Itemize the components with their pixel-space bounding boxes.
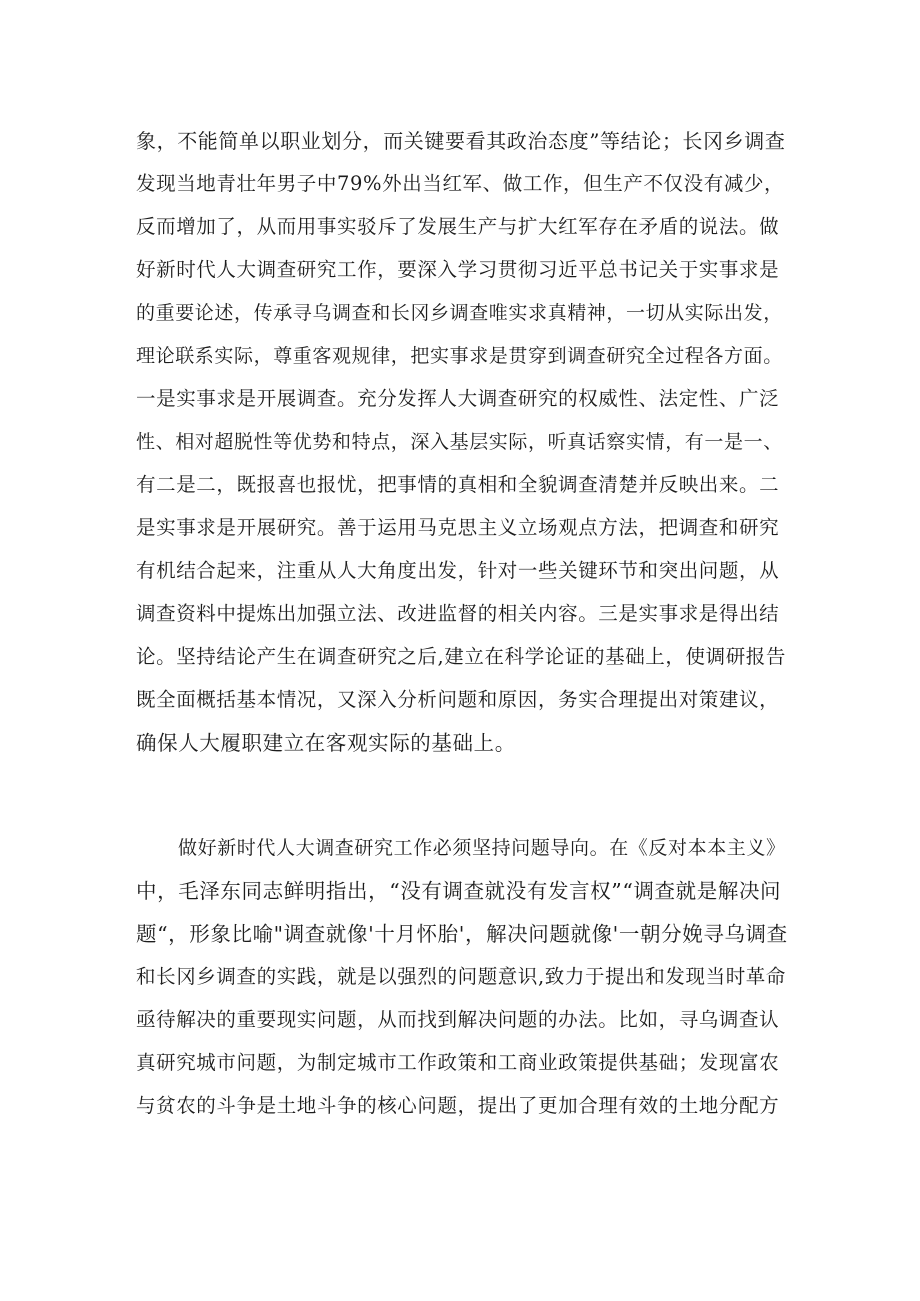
paragraph-2-line: 和长冈乡调查的实践，就是以强烈的问题意识,致力于提出和发现当时革命 xyxy=(136,965,786,988)
paragraph-1-line: 论。坚持结论产生在调查研究之后,建立在科学论证的基础上，使调研报告 xyxy=(136,645,786,668)
paragraph-1-line: 理论联系实际，尊重客观规律，把实事求是贯穿到调查研究全过程各方面。 xyxy=(136,345,783,367)
paragraph-1-line: 有机结合起来，注重从人大角度出发，针对一些关键环节和突出问题，从 xyxy=(136,559,780,582)
paragraph-1-line: 确保人大履职建立在客观实际的基础上。 xyxy=(136,731,516,755)
paragraph-2-line: 题“，形象比喻"调查就像'十月怀胎'，解决问题就像'一朝分娩寻乌调查 xyxy=(136,922,788,946)
paragraph-1-line: 性、相对超脱性等优势和特点，深入基层实际，听真话察实情，有一是一、 xyxy=(136,431,783,453)
paragraph-2-line: 做好新时代人大调查研究工作必须坚持问题导向。在《反对本本主义》 xyxy=(178,837,786,859)
paragraph-1-line: 反而增加了，从而用事实驳斥了发展生产与扩大红军存在矛盾的说法。做 xyxy=(136,215,780,238)
paragraph-1-line: 调查资料中提炼出加强立法、改进监督的相关内容。三是实事求是得出结 xyxy=(136,602,780,625)
paragraph-1-line: 的重要论述，传承寻乌调查和长冈乡调查唯实求真精神，一切从实际出发， xyxy=(136,302,783,324)
paragraph-1-line: 是实事求是开展研究。善于运用马克思主义立场观点方法，把调查和研究 xyxy=(136,516,780,539)
paragraph-2-line: 真研究城市问题，为制定城市工作政策和工商业政策提供基础；发现富农 xyxy=(136,1051,780,1074)
paragraph-1-line: 象，不能简单以职业划分，而关键要看其政治态度”等结论；长冈乡调查 xyxy=(136,129,786,153)
paragraph-1-line: 发现当地青壮年男子中79%外出当红军、做工作，但生产不仅没有减少， xyxy=(136,172,785,195)
paragraph-1-line: 好新时代人大调查研究工作，要深入学习贯彻习近平总书记关于实事求是 xyxy=(136,258,780,281)
paragraph-2-line: 与贫农的斗争是土地斗争的核心问题，提出了更加合理有效的土地分配方 xyxy=(136,1094,780,1117)
paragraph-2-line: 中，毛泽东同志鲜明指出，“没有调查就没有发言权”“调查就是解决问 xyxy=(136,879,782,903)
paragraph-1-line: 一是实事求是开展调查。充分发挥人大调查研究的权威性、法定性、广泛 xyxy=(136,387,780,410)
paragraph-1-line: 既全面概括基本情况，又深入分析问题和原因，务实合理提出对策建议， xyxy=(136,688,780,711)
paragraph-1-line: 有二是二，既报喜也报忧，把事情的真相和全貌调查清楚并反映出来。二 xyxy=(136,473,780,496)
paragraph-2-line: 亟待解决的重要现实问题，从而找到解决问题的办法。比如，寻乌调查认 xyxy=(136,1008,780,1031)
